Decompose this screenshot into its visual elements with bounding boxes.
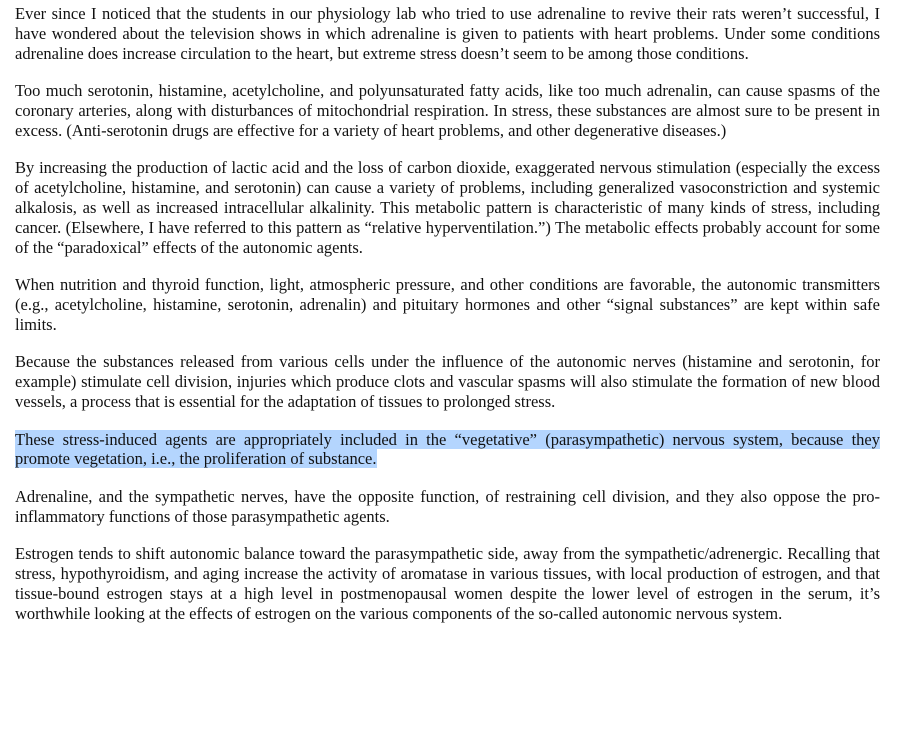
paragraph-serotonin-spasms: Too much serotonin, histamine, acetylcholine, and polyunsaturated fatty acids, like too much adrenalin, can cause spasms of the coronary arteries, along with disturbances of mitochondrial respiration. In stress, these substances are almost sure to be present in excess. (Anti-serotonin drugs are effective for a variety of heart problems, and other degenerative diseases.) <box>15 81 880 140</box>
paragraph-adrenaline-rats: Ever since I noticed that the students in our physiology lab who tried to use adrenaline to revive their rats weren’t successful, I have wondered about the television shows in which adrenaline is given to patients with heart problems. Under some conditions adrenaline does increase circulation to the heart, but extreme stress doesn’t seem to be among those conditions. <box>15 4 880 63</box>
paragraph-estrogen: Estrogen tends to shift autonomic balance toward the parasympathetic side, away from the sympathetic/adrenergic. Recalling that stress, hypothyroidism, and aging increase the activity of aromatase in various tissues, with local production of estrogen, and that tissue-bound estrogen stays at a high level in postmenopausal women despite the lower level of estrogen in the serum, it’s worthwhile looking at the effects of estrogen on the various components of the so-called autonomic nervous system. <box>15 544 880 623</box>
document-body <box>15 4 880 641</box>
paragraph-vegetative-selected[interactable] <box>15 430 880 470</box>
paragraph-cell-division: Because the substances released from various cells under the influence of the autonomic nerves (histamine and serotonin, for example) stimulate cell division, injuries which produce clots and vascular spasms will also stimulate the formation of new blood vessels, a process that is essential for the adaptation of tissues to prolonged stress. <box>15 352 880 411</box>
selected-text[interactable]: These stress-induced agents are appropriately included in the “vegetative” (parasympathetic) nervous system, because they promote vegetation, i.e., the proliferation of substance. <box>15 429 880 469</box>
paragraph-sympathetic: Adrenaline, and the sympathetic nerves, have the opposite function, of restraining cell division, and they also oppose the pro-inflammatory functions of those parasympathetic agents. <box>15 486 880 526</box>
paragraph-nutrition-thyroid: When nutrition and thyroid function, light, atmospheric pressure, and other conditions are favorable, the autonomic transmitters (e.g., acetylcholine, histamine, serotonin, adrenalin) and pituitary hormones and other “signal substances” are kept within safe limits. <box>15 275 880 334</box>
paragraph-lactic-acid: By increasing the production of lactic acid and the loss of carbon dioxide, exaggerated nervous stimulation (especially the excess of acetylcholine, histamine, and serotonin) can cause a variety of problems, including generalized vasoconstriction and systemic alkalosis, as well as increased intracellular alkalinity. This metabolic pattern is characteristic of many kinds of stress, including cancer. (Elsewhere, I have referred to this pattern as “relative hyperventilation.”) The metabolic effects probably account for some of the “paradoxical” effects of the autonomic agents. <box>15 158 880 257</box>
